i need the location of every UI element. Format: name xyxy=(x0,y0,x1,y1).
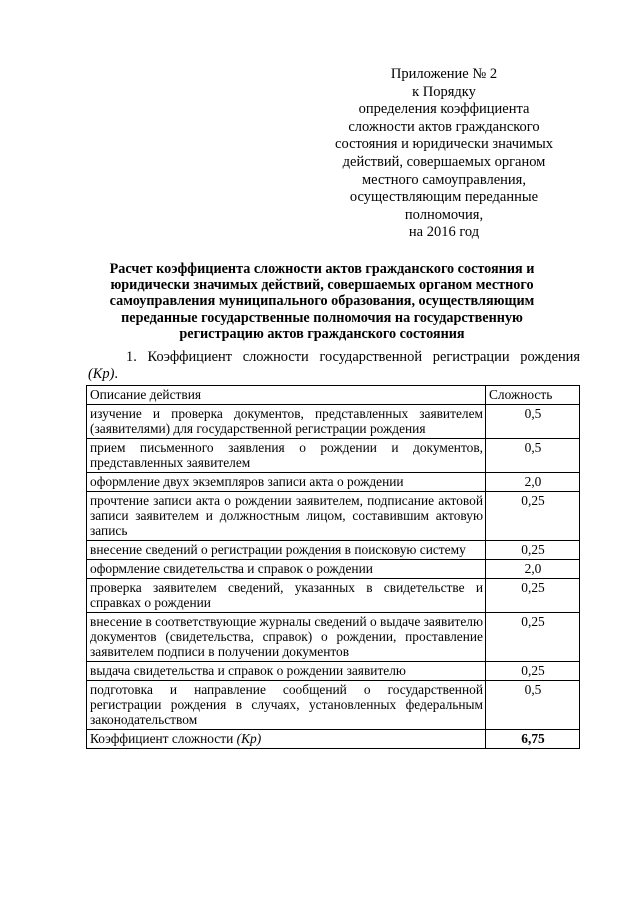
action-cell: прием письменного заявления о рождении и документов, представленных заявителем xyxy=(87,439,486,473)
appendix-line: Приложение № 2 xyxy=(390,66,498,82)
appendix-line: местного самоуправления, xyxy=(362,171,526,188)
table-row xyxy=(87,560,580,579)
appendix-line: к Порядку xyxy=(412,83,476,100)
action-cell: оформление двух экземпляров записи акта о рождении xyxy=(87,473,486,492)
table-row xyxy=(87,579,580,613)
appendix-line: состояния и юридически значимых xyxy=(335,136,553,153)
appendix-header xyxy=(330,66,558,242)
complexity-cell: 0,25 xyxy=(486,662,580,681)
complexity-cell: 0,5 xyxy=(486,439,580,473)
action-cell: выдача свидетельства и справок о рождении заявителю xyxy=(87,662,486,681)
title-line: юридически значимых действий, совершаемых органом местного xyxy=(110,277,534,294)
column-header-action: Описание действия xyxy=(87,386,486,405)
table-row xyxy=(87,473,580,492)
complexity-cell: 0,25 xyxy=(486,492,580,541)
action-cell: проверка заявителем сведений, указанных в свидетельстве и справках о рождении xyxy=(87,579,486,613)
table-row xyxy=(87,492,580,541)
table-total-row xyxy=(87,730,580,749)
complexity-cell: 2,0 xyxy=(486,473,580,492)
action-cell: прочтение записи акта о рождении заявителем, подписание актовой записи заявителем и должностным лицом, составившим актовую запись xyxy=(87,492,486,541)
action-cell: внесение сведений о регистрации рождения в поисковую систему xyxy=(87,541,486,560)
appendix-line: сложности актов гражданского xyxy=(348,118,540,135)
action-cell: внесение в соответствующие журналы сведений о выдаче заявителю документов (свидетельства, справок) о рождении, проставление заявителем подписи в получении документов xyxy=(87,613,486,662)
complexity-table xyxy=(86,385,580,749)
appendix-line: действий, совершаемых органом xyxy=(342,153,546,170)
complexity-cell: 0,25 xyxy=(486,613,580,662)
complexity-cell: 0,5 xyxy=(486,405,580,439)
title-line: Расчет коэффициента сложности актов гражданского состояния и xyxy=(109,261,535,277)
action-cell: подготовка и направление сообщений о государственной регистрации рождения в случаях, установленных федеральным законодательством xyxy=(87,681,486,730)
complexity-cell: 0,25 xyxy=(486,579,580,613)
title-line: самоуправления муниципального образования, осуществляющим xyxy=(109,293,535,310)
appendix-line: определения коэффициента xyxy=(358,101,530,118)
complexity-cell: 2,0 xyxy=(486,560,580,579)
appendix-line: полномочия, xyxy=(404,206,484,223)
total-symbol: (Kр) xyxy=(236,731,262,746)
appendix-line: осуществляющим переданные xyxy=(349,189,539,206)
table-header-row xyxy=(87,386,580,405)
table-row xyxy=(87,405,580,439)
section-heading-line: 1. Коэффициент сложности государственной регистрации рождения xyxy=(126,349,580,365)
section-heading-suffix: . xyxy=(114,365,118,382)
title-line: регистрацию актов гражданского состояния xyxy=(179,325,465,342)
action-cell: оформление свидетельства и справок о рождении xyxy=(87,560,486,579)
complexity-cell: 0,25 xyxy=(486,541,580,560)
document-title xyxy=(82,261,562,342)
action-cell: изучение и проверка документов, представленных заявителем (заявителями) для государственной регистрации рождения xyxy=(87,405,486,439)
table-row xyxy=(87,613,580,662)
column-header-complexity: Сложность xyxy=(486,386,580,405)
appendix-line: на 2016 год xyxy=(408,224,480,241)
section-heading xyxy=(88,349,580,382)
total-label: Коэффициент сложности xyxy=(90,731,234,746)
coefficient-symbol: (Kр) xyxy=(88,365,115,382)
total-label-cell xyxy=(87,730,486,749)
table-row xyxy=(87,439,580,473)
title-line: переданные государственные полномочия на государственную xyxy=(121,309,523,326)
complexity-cell: 0,5 xyxy=(486,681,580,730)
table-row xyxy=(87,541,580,560)
section-heading-line-2 xyxy=(88,366,580,383)
table-row xyxy=(87,662,580,681)
total-value-cell: 6,75 xyxy=(486,730,580,749)
table-row xyxy=(87,681,580,730)
